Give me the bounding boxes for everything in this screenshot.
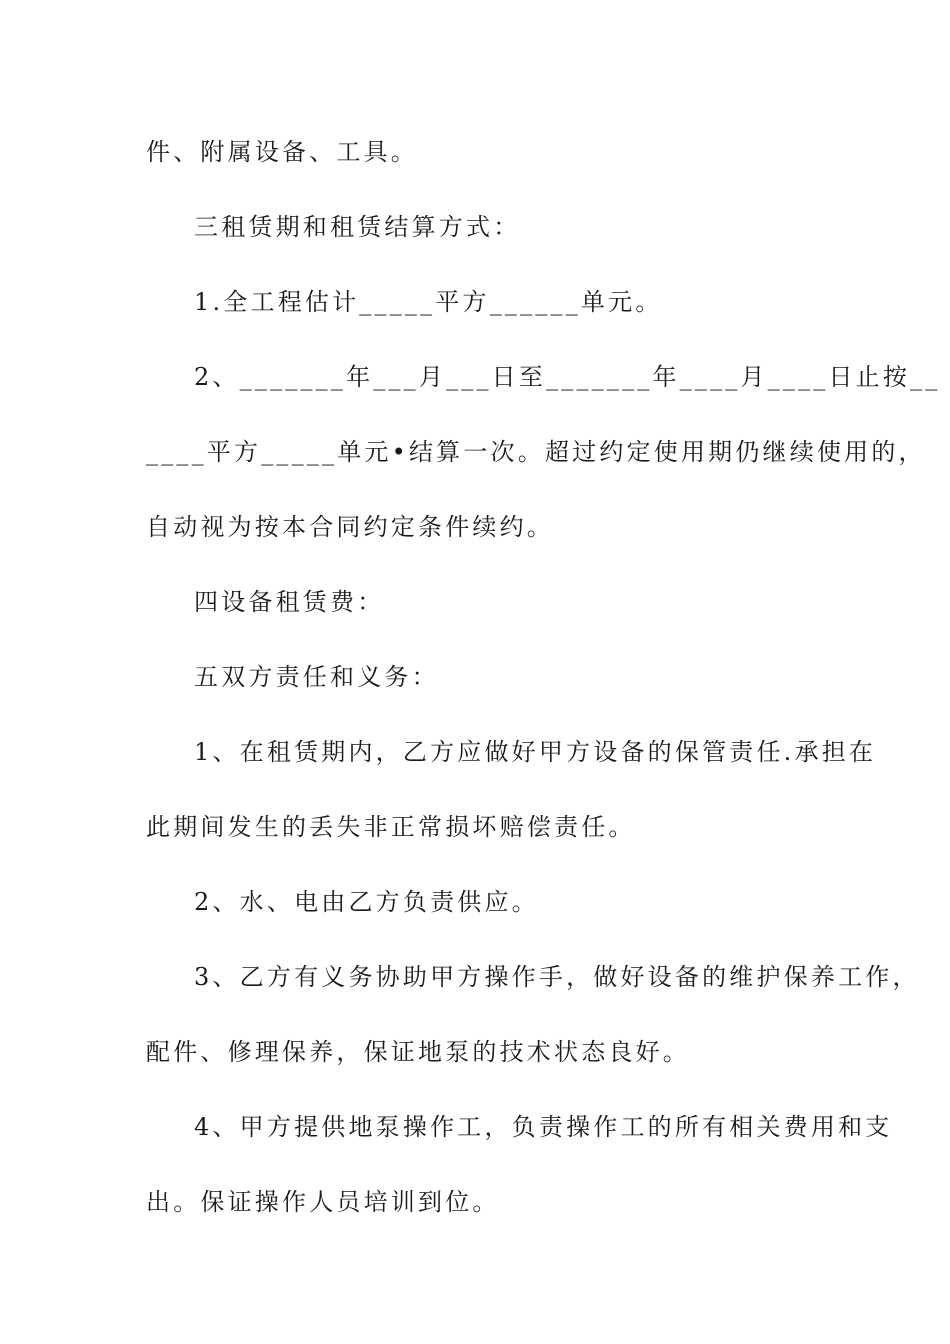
text-line: 2、_______年___月___日至_______年____月____日止按__: [194, 363, 941, 391]
text-line: 出。保证操作人员培训到位。: [146, 1188, 500, 1216]
text-line: ____平方_____单元•结算一次。超过约定使用期仍继续使用的，: [146, 438, 926, 466]
text-line: 自动视为按本合同约定条件续约。: [146, 513, 554, 541]
text-line: 件、附属设备、工具。: [146, 138, 418, 166]
text-line: 3、乙方有义务协助甲方操作手，做好设备的维护保养工作，: [194, 963, 920, 991]
text-line: 4、甲方提供地泵操作工，负责操作工的所有相关费用和支: [194, 1113, 893, 1141]
section-heading: 四设备租赁费：: [194, 588, 385, 616]
section-heading: 五双方责任和义务：: [194, 663, 439, 691]
text-line: 1、在租赁期内，乙方应做好甲方设备的保管责任.承担在: [194, 738, 877, 766]
text-line: 2、水、电由乙方负责供应。: [194, 888, 539, 916]
text-line: 1.全工程估计_____平方______单元。: [194, 288, 663, 316]
text-line: 配件、修理保养，保证地泵的技术状态良好。: [146, 1038, 690, 1066]
section-heading: 三租赁期和租赁结算方式：: [194, 213, 521, 241]
text-line: 此期间发生的丢失非正常损坏赔偿责任。: [146, 813, 636, 841]
